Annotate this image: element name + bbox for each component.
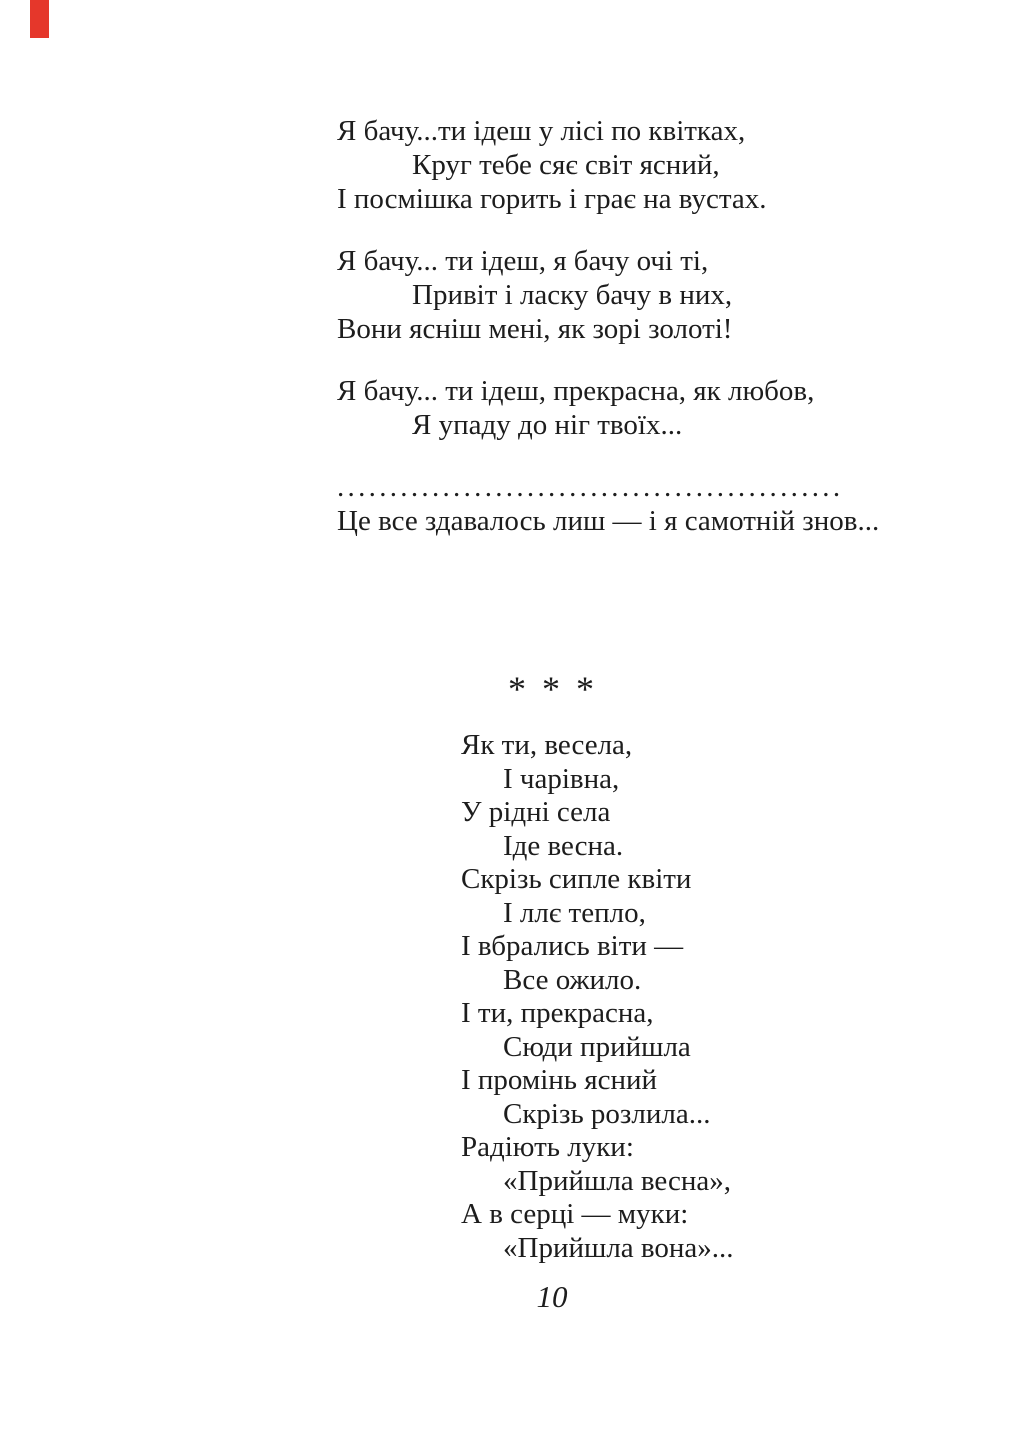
poem-line: Круг тебе сяє світ ясний,: [412, 149, 720, 181]
poem-line: «Прийшла весна»,: [503, 1164, 732, 1197]
poem-line: Як ти, весела,: [461, 729, 633, 761]
page-number: 10: [536, 1279, 568, 1314]
poem-line: І вбрались віти —: [461, 930, 684, 962]
stanza: [337, 374, 879, 442]
poem-line: Сюди прийшла: [503, 1030, 691, 1063]
bookmark-ribbon-icon[interactable]: [30, 0, 49, 38]
poem-first-stanzas: [337, 114, 879, 442]
poem-line: Скрізь сипле квіти: [461, 863, 692, 895]
ellipsis-separator: ................................................: [337, 471, 844, 503]
poem-line: А в серці — муки:: [461, 1198, 689, 1230]
poem-line: Я бачу... ти ідеш, я бачу очі ті,: [337, 245, 709, 277]
poem-line: І промінь ясний: [461, 1064, 658, 1096]
poem-line: І ллє тепло,: [503, 896, 646, 929]
poem-line: Скрізь розлила...: [503, 1097, 711, 1130]
poem-line: Я упаду до ніг твоїх...: [412, 409, 683, 441]
poem-line: «Прийшла вона»...: [503, 1231, 734, 1264]
poem-line: І чарівна,: [503, 762, 620, 795]
asterisk-section-divider: * * *: [508, 669, 595, 709]
poem-line: У рідні села: [461, 796, 611, 828]
poem-line: Я бачу...ти ідеш у лісі по квітках,: [337, 115, 746, 147]
poem-line: Я бачу... ти ідеш, прекрасна, як любов,: [337, 375, 815, 407]
poem-line: І посмішка горить і грає на вустах.: [337, 183, 767, 215]
poem-line: Вони ясніш мені, як зорі золоті!: [337, 313, 733, 345]
poem-line: І ти, прекрасна,: [461, 997, 654, 1029]
stanza: [337, 244, 879, 346]
poem-line: Радіють луки:: [461, 1131, 634, 1163]
poem-line: Іде весна.: [503, 829, 624, 862]
poem-second: [461, 729, 734, 1265]
stanza: [337, 114, 879, 216]
poem-line: Привіт і ласку бачу в них,: [412, 279, 733, 311]
poem-closing-line: Це все здавалось лиш — і я самотній знов...: [337, 505, 880, 537]
poem-line: Все ожило.: [503, 963, 642, 996]
poem-first: [337, 114, 879, 538]
